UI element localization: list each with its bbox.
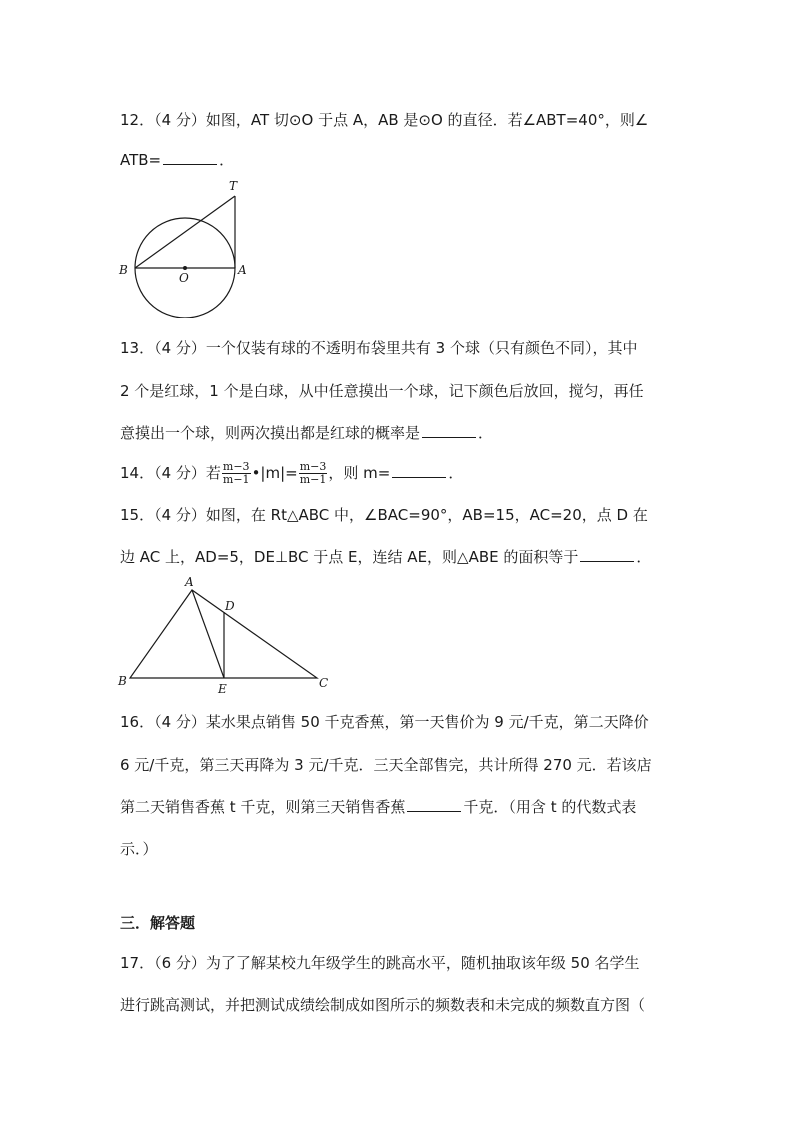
label-a: A xyxy=(238,263,247,277)
label-e: E xyxy=(218,682,227,696)
q12-figure xyxy=(110,178,260,318)
q13-line1: 13．（4 分）一个仅装有球的不透明布袋里共有 3 个球（只有颜色不同），其中 xyxy=(120,339,638,357)
q16-prefix: 第二天销售香蕉 t 千克，则第三天销售香蕉 xyxy=(120,798,406,816)
q15-answer-blank xyxy=(580,547,634,562)
label-b: B xyxy=(119,263,128,277)
q15-suffix: ． xyxy=(636,548,652,566)
q14-frac1-den: m−1 xyxy=(222,473,250,486)
q12-line1: 12．（4 分）如图，AT 切⊙O 于点 A，AB 是⊙O 的直径．若∠ABT=40°，则∠ xyxy=(120,111,649,129)
label-d: D xyxy=(225,599,235,613)
q14-frac2-num: m−3 xyxy=(299,460,327,473)
q15-line1: 15．（4 分）如图，在 Rt△ABC 中，∠BAC=90°，AB=15，AC=20，点 D 在 xyxy=(120,506,648,524)
q15-prefix: 边 AC 上，AD=5，DE⊥BC 于点 E，连结 AE，则△ABE 的面积等于 xyxy=(120,548,579,566)
q16-answer-blank xyxy=(407,797,461,812)
q16-line4: 示．） xyxy=(120,840,158,858)
q14-prefix: 14．（4 分）若 xyxy=(120,464,221,482)
q16-line3 xyxy=(120,797,636,817)
q14-middle: •|m|= xyxy=(251,464,298,482)
q14-frac2-den: m−1 xyxy=(299,473,327,486)
q12-line2 xyxy=(120,150,234,170)
q13-line3 xyxy=(120,423,493,443)
q16-line2: 6 元/千克，第三天再降为 3 元/千克．三天全部售完，共计所得 270 元．若该店 xyxy=(120,756,652,774)
label-o: O xyxy=(179,271,189,285)
label-a: A xyxy=(185,575,194,589)
q16-line1: 16．（4 分）某水果点销售 50 千克香蕉，第一天售价为 9 元/千克，第二天降价 xyxy=(120,713,649,731)
segment-ae xyxy=(192,590,224,678)
q14-frac1-num: m−3 xyxy=(222,460,250,473)
q14-line xyxy=(120,458,463,488)
q16-suffix: 千克．（用含 t 的代数式表 xyxy=(463,798,637,816)
label-c: C xyxy=(319,676,329,690)
q14-suffix-pre: ，则 m= xyxy=(328,464,391,482)
q14-suffix-post: ． xyxy=(448,464,464,482)
q13-suffix: ． xyxy=(478,424,494,442)
center-dot xyxy=(183,266,187,270)
q13-prefix: 意摸出一个球，则两次摸出都是红球的概率是 xyxy=(120,424,421,442)
q14-answer-blank xyxy=(392,463,446,478)
section-title: 三．解答题 xyxy=(120,914,196,932)
q13-line2: 2 个是红球，1 个是白球，从中任意摸出一个球，记下颜色后放回，搅匀，再任 xyxy=(120,382,644,400)
q14-fraction-1 xyxy=(222,461,251,486)
label-b: B xyxy=(118,674,127,688)
q12-suffix: ． xyxy=(219,151,235,169)
q13-answer-blank xyxy=(422,423,476,438)
q14-fraction-2 xyxy=(299,461,328,486)
q12-answer-blank xyxy=(163,150,217,165)
q15-line2 xyxy=(120,547,651,567)
q17-line1: 17．（6 分）为了了解某校九年级学生的跳高水平，随机抽取该年级 50 名学生 xyxy=(120,954,640,972)
q12-prefix: ATB= xyxy=(120,151,162,169)
label-t: T xyxy=(229,179,238,193)
q15-figure xyxy=(112,572,337,697)
q17-line2: 进行跳高测试，并把测试成绩绘制成如图所示的频数表和未完成的频数直方图（ xyxy=(120,996,646,1014)
